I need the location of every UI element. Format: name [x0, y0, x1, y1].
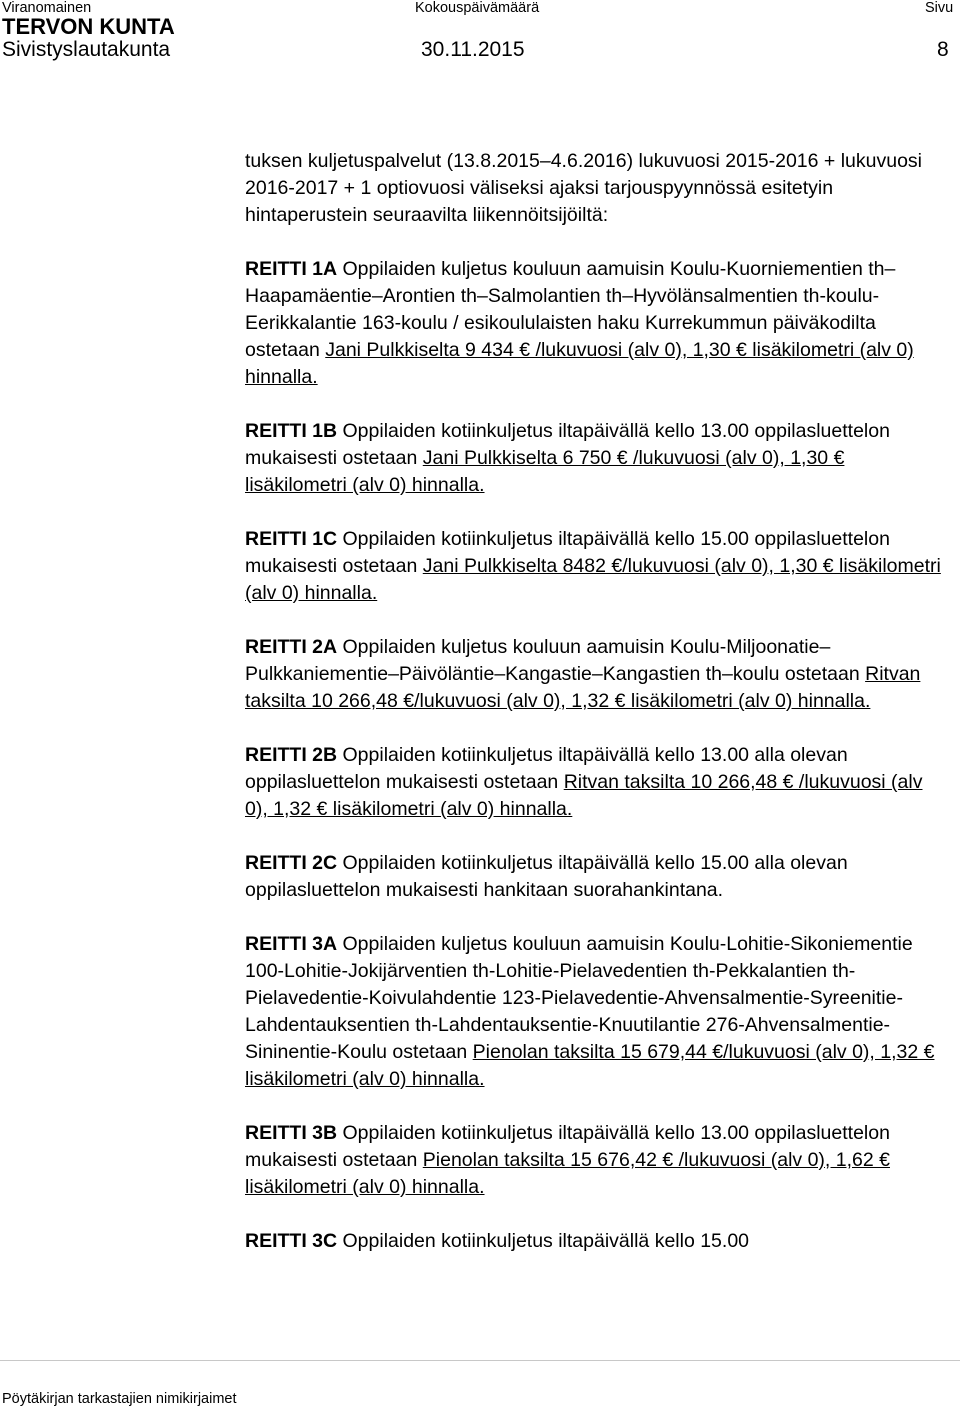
- footer-signatures-label: Pöytäkirjan tarkastajien nimikirjaimet: [2, 1391, 237, 1407]
- route-label: REITTI 3C: [245, 1230, 338, 1252]
- route-label: REITTI 3B: [245, 1122, 338, 1144]
- route-contract: Jani Pulkkiselta 8482 €/lukuvuosi (alv 0), 1,30 € lisäkilometri (alv 0) hinnalla.: [245, 555, 941, 604]
- header-author-label: Viranomainen: [2, 0, 92, 16]
- route-paragraph-2a: [245, 634, 950, 715]
- route-paragraph-2b: [245, 742, 950, 823]
- page-header: [0, 0, 960, 60]
- route-paragraph-1c: [245, 526, 950, 607]
- route-label: REITTI 2C: [245, 852, 338, 874]
- route-text: Oppilaiden kotiinkuljetus iltapäivällä kello 15.00: [337, 1230, 750, 1252]
- route-paragraph-3b: [245, 1120, 950, 1201]
- route-text: Oppilaiden kotiinkuljetus iltapäivällä kello 13.00 oppilasluettelon mukaisesti ostetaan: [245, 1122, 890, 1171]
- committee-name: Sivistyslautakunta: [2, 38, 171, 61]
- route-paragraph-2c: [245, 850, 950, 904]
- route-text: Oppilaiden kotiinkuljetus iltapäivällä kello 13.00 alla olevan oppilasluettelon mukaisesti ostetaan: [245, 744, 848, 793]
- route-label: REITTI 2A: [245, 636, 338, 658]
- route-contract: Pienolan taksilta 15 679,44 €/lukuvuosi (alv 0), 1,32 € lisäkilometri (alv 0) hinnalla.: [245, 1041, 935, 1090]
- intro-paragraph: tuksen kuljetuspalvelut (13.8.2015–4.6.2016) lukuvuosi 2015-2016 + lukuvuosi 2016-2017 + 1 optiovuosi väliseksi ajaksi tarjouspyynnössä esitetyin hintaperustein seuraavilta liikennöitsijöiltä:: [245, 150, 923, 226]
- route-text: Oppilaiden kuljetus kouluun aamuisin Koulu-Miljoonatie–Pulkkaniementie–Päivöläntie–Kangastie–Kangastien th–koulu ostetaan: [245, 636, 866, 685]
- route-contract: Pienolan taksilta 15 676,42 € /lukuvuosi (alv 0), 1,62 € lisäkilometri (alv 0) hinnalla.: [245, 1149, 890, 1198]
- route-text: Oppilaiden kotiinkuljetus iltapäivällä kello 13.00 oppilasluettelon mukaisesti ostetaan: [245, 420, 890, 469]
- route-paragraph-3a: [245, 931, 950, 1093]
- meeting-date: 30.11.2015: [421, 38, 525, 61]
- route-label: REITTI 1A: [245, 258, 338, 280]
- route-label: REITTI 1C: [245, 528, 338, 550]
- route-label: REITTI 3A: [245, 933, 338, 955]
- page-number: 8: [937, 38, 949, 61]
- route-text: Oppilaiden kuljetus kouluun aamuisin Koulu-Lohitie-Sikoniementie 100-Lohitie-Jokijärventien th-Lohitie-Pielavedentien th-Pekkalantien th-Pielavedentie-Koivulahdentie 123-Pielavedentie-Ahvensalmentie-Syreenitie-Lahdentauksentien th-Lahdentauksentie-Knuutilantie 276-Ahvensalmentie-Sininentie-Koulu ostetaan: [245, 933, 913, 1063]
- route-paragraph-1a: [245, 256, 950, 391]
- route-paragraph-1b: [245, 418, 950, 499]
- footer-divider: [0, 1360, 960, 1361]
- route-text: Oppilaiden kuljetus kouluun aamuisin Koulu-Kuorniementien th–Haapamäentie–Arontien th–Salmolantien th–Hyvölänsalmentien th-koulu-Eerikkalantie 163-koulu / esikoululaisten haku Kurrekummun päiväkodilta ostetaan: [245, 258, 896, 361]
- route-text: Oppilaiden kotiinkuljetus iltapäivällä kello 15.00 alla olevan oppilasluettelon mukaisesti hankitaan suorahankintana.: [245, 852, 848, 901]
- organization-name: TERVON KUNTA: [2, 14, 175, 39]
- header-page-label: Sivu: [925, 0, 954, 16]
- document-body: [245, 148, 950, 1282]
- route-contract: Jani Pulkkiselta 6 750 € /lukuvuosi (alv 0), 1,30 € lisäkilometri (alv 0) hinnalla.: [245, 447, 845, 496]
- route-contract: Ritvan taksilta 10 266,48 €/lukuvuosi (alv 0), 1,32 € lisäkilometri (alv 0) hinnalla.: [245, 663, 921, 712]
- route-text: Oppilaiden kotiinkuljetus iltapäivällä kello 15.00 oppilasluettelon mukaisesti ostetaan: [245, 528, 890, 577]
- header-date-label: Kokouspäivämäärä: [415, 0, 540, 16]
- route-contract: Ritvan taksilta 10 266,48 € /lukuvuosi (alv 0), 1,32 € lisäkilometri (alv 0) hinnalla.: [245, 771, 923, 820]
- route-label: REITTI 1B: [245, 420, 338, 442]
- route-paragraph-3c: [245, 1228, 950, 1255]
- route-contract: Jani Pulkkiselta 9 434 € /lukuvuosi (alv 0), 1,30 € lisäkilometri (alv 0) hinnalla.: [245, 339, 914, 388]
- route-label: REITTI 2B: [245, 744, 338, 766]
